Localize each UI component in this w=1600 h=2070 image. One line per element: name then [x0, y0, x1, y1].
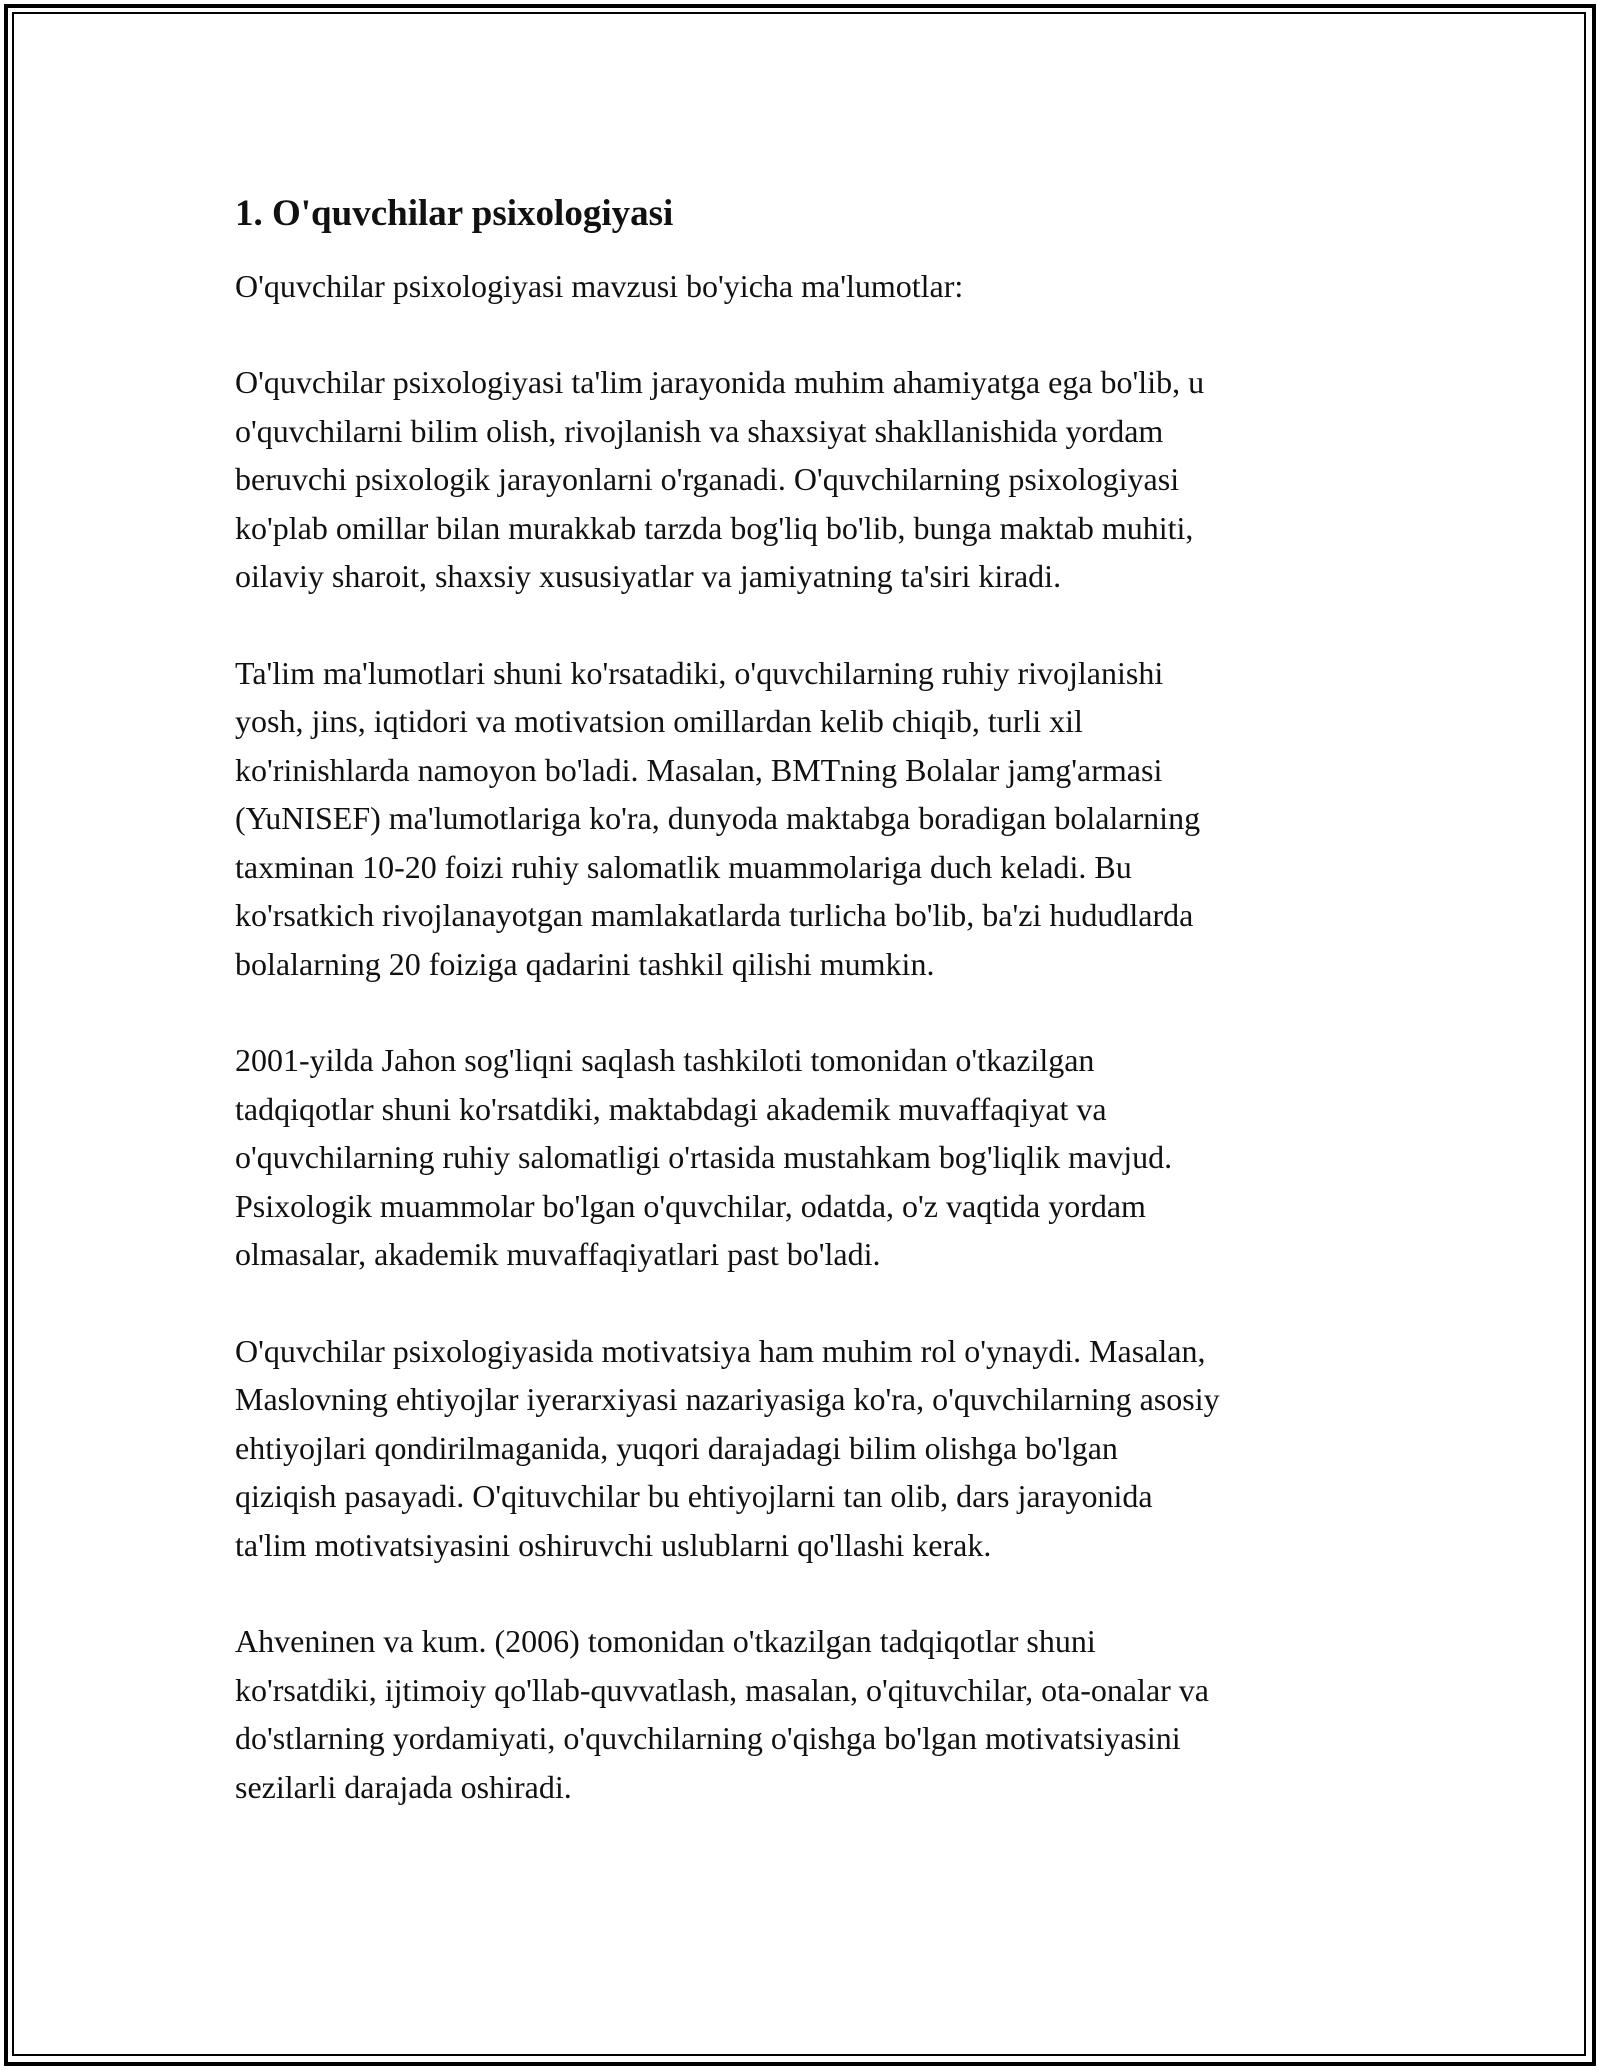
paragraph-line: oilaviy sharoit, shaxsiy xususiyatlar va jamiyatning ta'siri kiradi.: [235, 558, 1062, 594]
paragraph-line: taxminan 10-20 foizi ruhiy salomatlik muammolariga duch keladi. Bu: [235, 848, 1132, 885]
paragraph-line: ko'plab omillar bilan murakkab tarzda bog'liq bo'lib, bunga maktab muhiti,: [235, 509, 1194, 546]
page-title: 1. O'quvchilar psixologiyasi: [235, 193, 674, 234]
intro-text: O'quvchilar psixologiyasi mavzusi bo'yicha ma'lumotlar:: [235, 268, 964, 304]
paragraph: [235, 1617, 1385, 1811]
paragraph-line: beruvchi psixologik jarayonlarni o'rganadi. O'quvchilarning psixologiyasi: [235, 461, 1180, 497]
paragraph: [235, 358, 1385, 601]
paragraph-line: O'quvchilar psixologiyasida motivatsiya ham muhim rol o'ynaydi. Masalan,: [235, 1332, 1206, 1369]
paragraph-line: ko'rsatkich rivojlanayotgan mamlakatlarda turlicha bo'lib, ba'zi hududlarda: [235, 897, 1194, 933]
paragraph-line: o'quvchilarning ruhiy salomatligi o'rtasida mustahkam bog'liqlik mavjud.: [235, 1139, 1173, 1175]
paragraph-line: do'stlarning yordamiyati, o'quvchilarning o'qishga bo'lgan motivatsiyasini: [235, 1720, 1181, 1756]
paragraph-line: yosh, jins, iqtidori va motivatsion omillardan kelib chiqib, turli xil: [235, 703, 1083, 739]
paragraph-line: o'quvchilarni bilim olish, rivojlanish va shaxsiyat shakllanishida yordam: [235, 412, 1164, 449]
paragraph: [235, 649, 1385, 989]
paragraph-line: O'quvchilar psixologiyasi ta'lim jarayonida muhim ahamiyatga ega bo'lib, u: [235, 364, 1205, 400]
paragraph-line: 2001-yilda Jahon sog'liqni saqlash tashkiloti tomonidan o'tkazilgan: [235, 1042, 1095, 1078]
paragraph-line: (YuNISEF) ma'lumotlariga ko'ra, dunyoda maktabga boradigan bolalarning: [235, 800, 1201, 836]
paragraph-line: Ahveninen va kum. (2006) tomonidan o'tkazilgan tadqiqotlar shuni: [235, 1623, 1096, 1659]
paragraph-line: qiziqish pasayadi. O'qituvchilar bu ehtiyojlarni tan olib, dars jarayonida: [235, 1478, 1153, 1514]
document-body: [235, 188, 1385, 1859]
paragraph-line: Psixologik muammolar bo'lgan o'quvchilar, odatda, o'z vaqtida yordam: [235, 1187, 1146, 1224]
paragraph-line: Maslovning ehtiyojlar iyerarxiyasi nazariyasiga ko'ra, o'quvchilarning asosiy: [235, 1381, 1220, 1417]
paragraph-line: tadqiqotlar shuni ko'rsatdiki, maktabdagi akademik muvaffaqiyat va: [235, 1090, 1107, 1127]
paragraph-line: Ta'lim ma'lumotlari shuni ko'rsatadiki, o'quvchilarning ruhiy rivojlanishi: [235, 654, 1164, 691]
paragraph-line: ko'rsatdiki, ijtimoiy qo'llab-quvvatlash, masalan, o'qituvchilar, ota-onalar va: [235, 1671, 1209, 1708]
paragraph: [235, 1036, 1385, 1279]
paragraph-line: ko'rinishlarda namoyon bo'ladi. Masalan, BMTning Bolalar jamg'armasi: [235, 751, 1163, 788]
paragraph-line: ehtiyojlari qondirilmaganida, yuqori darajadagi bilim olishga bo'lgan: [235, 1429, 1118, 1466]
paragraph: [235, 1327, 1385, 1570]
paragraph-line: ta'lim motivatsiyasini oshiruvchi uslublarni qo'llashi kerak.: [235, 1526, 992, 1563]
paragraph-line: olmasalar, akademik muvaffaqiyatlari past bo'ladi.: [235, 1236, 881, 1272]
paragraph-line: bolalarning 20 foiziga qadarini tashkil qilishi mumkin.: [235, 945, 935, 982]
paragraph-line: sezilarli darajada oshiradi.: [235, 1768, 572, 1805]
paragraph-list: [235, 358, 1385, 1811]
